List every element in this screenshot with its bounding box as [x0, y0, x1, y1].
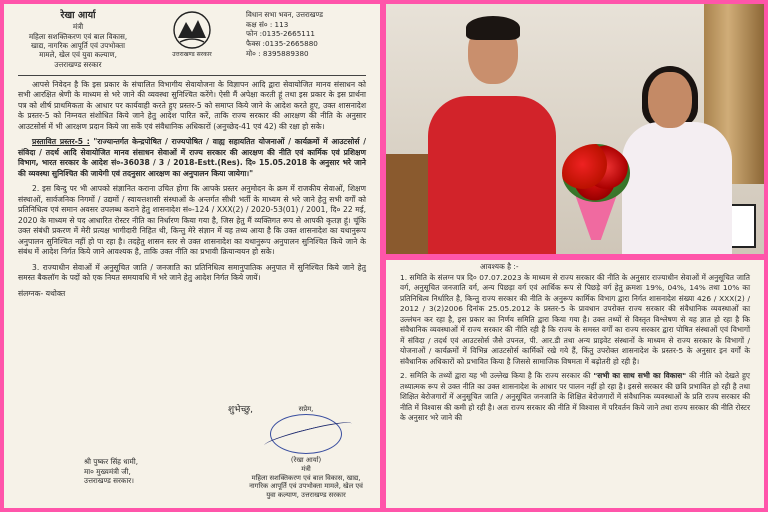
item-2 — [400, 371, 750, 424]
signature-stamp-icon — [270, 414, 342, 454]
office-line: कक्ष सं० : 113 — [246, 19, 289, 29]
item-2-intro: 2. समिति के तथ्यों द्वारा यह भी उल्लेख किया है कि राज्य सरकार की — [400, 371, 591, 381]
uttarakhand-emblem-icon — [170, 10, 214, 50]
emblem-caption: उत्तराखण्ड सरकार — [172, 51, 212, 58]
office-block — [246, 10, 366, 59]
signature-title: मंत्री — [301, 464, 311, 473]
section-heading: आवश्यक है :- — [480, 262, 519, 271]
addressee-line: मा० मुख्यमंत्री जी, — [84, 466, 131, 476]
proposal-text: "राज्यान्तर्गत केन्द्रपोषित / राज्यपोषित / वाह्य सहायतित योजनाओं / कार्यक्रमों में आउटसोर्स / संविदा / तदर्थ आदि सेवायोजित मानव संसाधन सेवाओं में राज्य सरकार की आरक्षण की नीति एवं कार्मिक एवं प्रशिक्षण विभाग, भारत सरकार के आदेश सं०-36038 / 3 / 2018-Estt.(Res). दि० 15.05.2018 के अनुसार भरे जाने की व्यवस्था सुनिश्चित की जायेगी एवं तदनुसार आरक्षण का अनुपालन किया जायेगा।" — [18, 137, 366, 178]
closing-word: शुभेच्छु, — [228, 404, 253, 415]
letter-page-1 — [4, 4, 380, 508]
emblem-block — [162, 10, 222, 59]
person-minister — [622, 122, 732, 254]
signature-close: सप्रेम, — [298, 405, 314, 414]
sender-block — [18, 10, 138, 69]
sender-title: मंत्री — [72, 22, 84, 32]
signature-block — [246, 405, 366, 500]
person-head — [648, 72, 692, 128]
proposal-label: प्रस्तावित प्रस्तर-5 : — [32, 137, 90, 147]
addressee-line: उत्तराखण्ड सरकार। — [84, 476, 134, 486]
proposal-paragraph — [18, 137, 366, 179]
person-hair — [466, 16, 520, 40]
sender-name: रेखा आर्या — [60, 10, 96, 21]
sender-dept-line: मामले, खेल एवं युवा कल्याण, — [39, 50, 117, 60]
office-line: विधान सभा भवन, उत्तराखण्ड — [246, 10, 323, 19]
office-line: फोन :0135-2665111 — [246, 29, 315, 39]
office-line: फैक्स :0135-2665880 — [246, 39, 318, 49]
header-divider — [18, 75, 366, 76]
enclosure-note: संलग्नक- यथोक्त — [18, 289, 66, 299]
signature-departments: महिला सशक्तिकरण एवं बाल विकास, खाद्य, नागरिक आपूर्ति एवं उपभोक्ता मामले, खेल एवं युवा कल्याण, उत्तराखण्ड सरकार — [249, 473, 363, 500]
motto-text: "सभी का साथ सभी का विकास" — [593, 371, 687, 381]
item-2-body: की नीति को देखते हुए तथ्यात्मक रूप से उक्त नीति का उक्त शासनादेश के आधार पर पालन नहीं हो रहा है। इससे सरकार की छवि प्रभावित हो रही है तथा शिक्षित बेरोजगारों में अनुसूचित जाति / अनुसूचित जनजाति के शिक्षित बेरोजगारों में संवैधानिक व्यवस्थाओं के प्रति राज्य सरकार की नीति में विश्वास की कमी हो रही है। अतः राज्य सरकार की नीति में विश्वास में परिवर्तन किये जाने तथा राज्य सरकार की नीति रोस्टर के अनुसार भरे जाने की — [400, 371, 751, 423]
paragraph-2: 2. इस बिन्दु पर भी आपको संज्ञानित कराना उचित होगा कि आपके प्रस्तर अनुमोदन के क्रम में राजकीय सेवाओं, शिक्षण संस्थाओं, सार्वजनिक निगमों / उद्यमों / स्वायत्तशासी संस्थाओं के अन्तर्गत सीधी भर्ती के माध्यम से भरे जाने हेतु सभी वर्गों को प्रतिनिधित्व एवं समान अवसर उपलब्ध कराने हेतु शासनादेश सं०-124 / XXX(2) / 2020-53(01) / 2001, दि० 22 मई, 2020 के माध्यम से पद आधारित रोस्टर नीति का निर्धारण किया गया है, जिस हेतु मैं व्यक्तिगत रूप से आपकी कृतज्ञ हूं। चूंकि उक्त संबंधी प्रकरण में मेरी प्रत्यक्ष भागीदारी निहित थी, किन्तु मेरे संज्ञान में यह तथ्य आया है कि उक्त शासनादेश का यथानुरूप अनुपालन सुनिश्चित नहीं हो पा रहा है। तदहेतु शासन स्तर से उक्त शासनादेश का यथानुरूप अनुपालन सुनिश्चित किये जाने के संबंध में आदेश निर्गत किये जाने आवश्यक है, ताकि उक्त नीति का प्रभावी क्रियान्वयन हो सके। — [18, 184, 366, 257]
sender-dept-line: महिला सशक्तिकरण एवं बाल विकास, — [28, 31, 128, 41]
paragraph-3: 3. राज्याधीन सेवाओं में अनुसूचित जाति / जनजाति का प्रतिनिधित्व समानुपातिक अनुपात में सुनिश्चित किये जाने हेतु समस्त बैकलॉग के पदों को एक नियत समयावधि में भरे जाने हेतु आदेश निर्गत किये जायें। — [18, 262, 366, 282]
sender-dept-line: उत्तराखण्ड सरकार — [54, 59, 102, 69]
letter-page-2 — [386, 260, 764, 508]
addressee-line: श्री पुष्कर सिंह धामी, — [84, 456, 139, 466]
addressee-block — [84, 457, 138, 486]
person-chief-minister — [428, 96, 556, 254]
signature-name: (रेखा आर्या) — [290, 455, 322, 464]
paragraph-1: आपसे निवेदन है कि इस प्रकार के संचालित विभागीय सेवायोजना के विज्ञापन आदि द्वारा सेवायोजित मानव संसाधन को सभी आरक्षित श्रेणी के माध्यम से भरे जाने की व्यवस्था सुनिश्चित करेंगे। ऐसी मैं अपेक्षा करती हूं तथा इस प्रकार के इस प्रार्थना पत्र को शीर्ष प्राथमिकता के आधार पर कार्यवाही करते हुए प्रस्तर-5 को समाप्त किये जाने के आदेश करते हुए, उक्त शासनादेश के प्रस्तर-5 को निम्नवत संशोधित किये जाने हेतु आदेश पारित करें, ताकि राज्य सरकार की आरक्षण की नीति के अनुसार आउटसोर्स में भी आरक्षण प्रदान किये जा सकें एवं संवैधानिक अधिकारों (अनुच्छेद-41 एवं 42) की रक्षा हो सके। — [18, 80, 366, 131]
item-1: 1. समिति के संलग्न पत्र दि० 07.07.2023 के माध्यम से राज्य सरकार की नीति के अनुसार राज्याधीन सेवाओं में अनुसूचित जाति वर्ग, अनुसूचित जनजाति वर्ग, अन्य पिछड़ा वर्ग एवं आर्थिक रूप से पिछड़े वर्ग हेतु क्रमशः 19%, 04%, 14% तथा 10% का प्रतिनिधित्व निर्धारित है, किन्तु राज्य सरकार की नीति के अनुरूप कार्मिक विभाग द्वारा निर्गत शासनादेश संख्या 426 / XXX(2) / 2012 / 3(2)2006 दिनांक 25.05.2012 के प्रस्तर-5 के प्रावधान उपरोक्त राज्य सरकार की संवैधानिक व्यवस्थाओं का उल्लंघन कर रहा है, इस प्रकार का निर्णय समिति द्वारा किया गया है। उक्त तथ्यों से विस्तृत विश्लेषण से यह ज्ञात हो रहा है कि संवैधानिक व्यवस्थाओं में राज्य सरकार की नीति रही है कि राज्य के समस्त वर्गों का राज्य सरकार द्वारा पोषित संस्थाओं एवं विभागों में संविदा / तदर्थ एवं आउटसोर्स जैसे उपनल, पी. आर.डी तथा अन्य प्राइवेट संस्थानों के माध्यम से राज्य सरकार के विभागों / योजनाओं / कार्यक्रमों में विभिन्न आउटसोर्स कार्मिकों रखे गये हैं, किंतु उपरोक्त शासनादेश के प्रस्तर-5 के अनुसार इन वर्गों के संवैधानिक अधिकारों को प्रभावित किया है जिससे सामाजिक विषमता में बढ़ोतरी हो रही है। — [400, 272, 750, 366]
meeting-photo — [386, 4, 764, 254]
sender-dept-line: खाद्य, नागरिक आपूर्ति एवं उपभोक्ता — [30, 41, 125, 51]
bouquet-icon — [562, 144, 630, 202]
letterhead — [18, 10, 366, 72]
office-line: मो० : 8395889380 — [246, 48, 309, 58]
